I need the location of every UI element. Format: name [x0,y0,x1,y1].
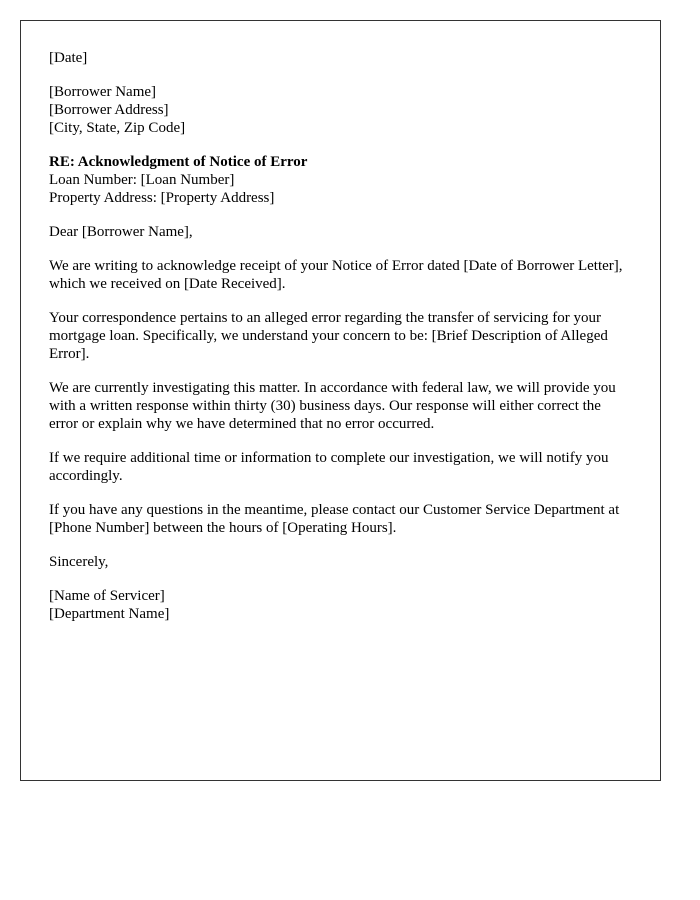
body-paragraph: We are currently investigating this matter. In accordance with federal law, we will provide you with a written response within thirty (30) business days. Our response will either correct the error or explain why we have determined that no error occurred. [49,380,616,432]
recipient-name: [Borrower Name] [49,84,157,100]
subject-block [49,153,632,207]
signature-block [49,587,632,623]
department-name: [Department Name] [49,606,170,622]
body-paragraph: If you have any questions in the meantime, please contact our Customer Service Department at [Phone Number] between the hours of [Operating Hours]. [49,502,620,536]
body-paragraph: Your correspondence pertains to an alleged error regarding the transfer of servicing for your mortgage loan. Specifically, we understand your concern to be: [Brief Description of Alleged Error]. [49,310,608,362]
body-paragraph: We are writing to acknowledge receipt of your Notice of Error dated [Date of Borrower Letter], which we received on [Date Received]. [49,258,623,292]
loan-number: Loan Number: [Loan Number] [49,172,235,188]
body-paragraph: If we require additional time or information to complete our investigation, we will notify you accordingly. [49,450,609,484]
property-address: Property Address: [Property Address] [49,190,275,206]
recipient-city-state-zip: [City, State, Zip Code] [49,120,186,136]
recipient-address: [Borrower Address] [49,102,169,118]
date: [Date] [49,50,88,66]
closing: Sincerely, [49,554,109,570]
letter [20,20,661,781]
salutation: Dear [Borrower Name], [49,224,193,240]
subject-line: RE: Acknowledgment of Notice of Error [49,154,308,170]
servicer-name: [Name of Servicer] [49,588,165,604]
recipient-block [49,83,632,137]
